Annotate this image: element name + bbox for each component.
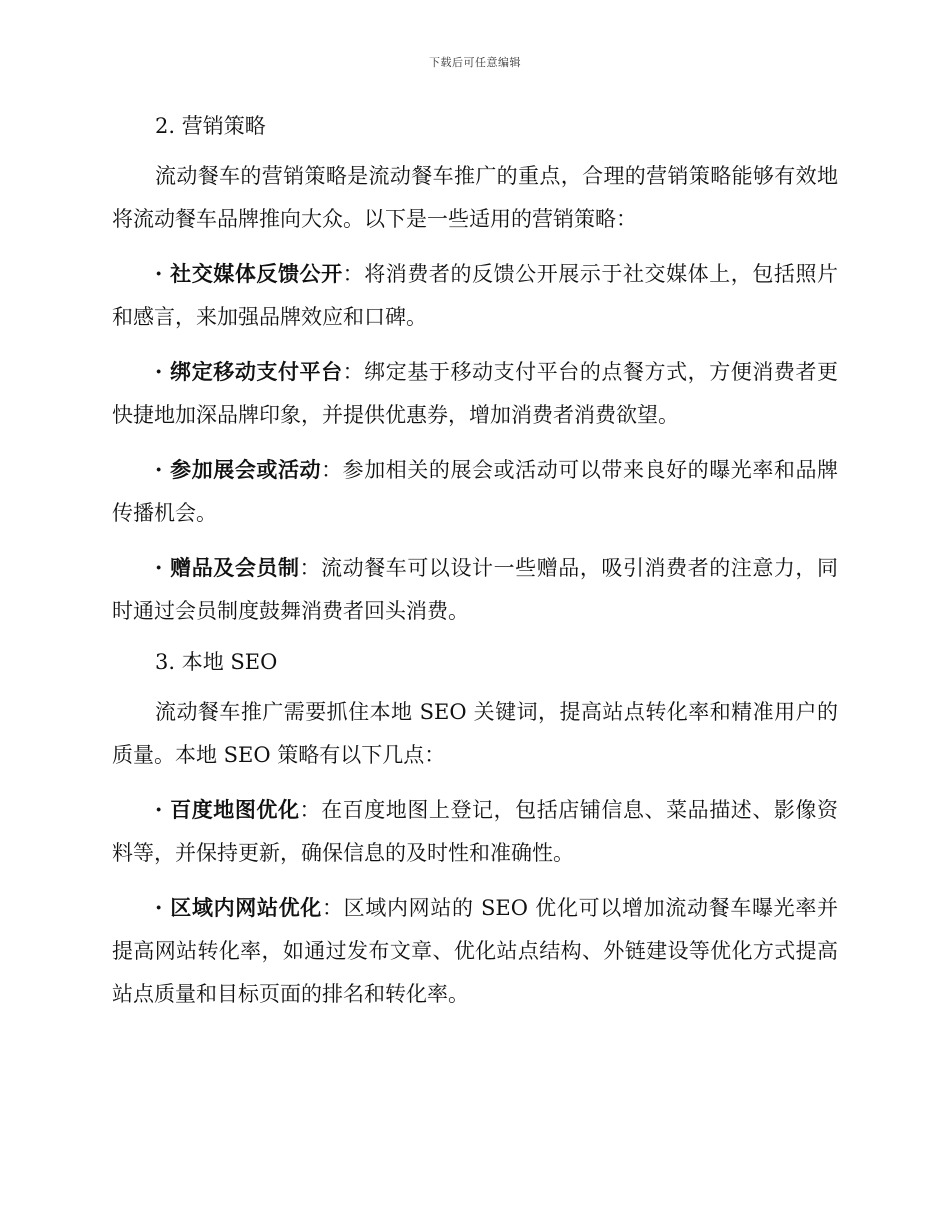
bullet-text: ：区域内网站的 SEO 优化可以增加流动餐车曝光率并提高网站转化率，如通过发布文章、优化站点结构、外链建设等优化方式提高站点质量和目标页面的排名和转化率。 bbox=[112, 896, 839, 1006]
bullet-item bbox=[112, 448, 838, 535]
bullet-text: ：将消费者的反馈公开展示于社交媒体上，包括照片和感言，来加强品牌效应和口碑。 bbox=[112, 262, 839, 329]
bullet-title: · 赠品及会员制 bbox=[155, 555, 300, 580]
section-heading-local-seo: 3. 本地 SEO bbox=[155, 650, 278, 674]
bullet-text: ：在百度地图上登记，包括店铺信息、菜品描述、影像资料等，并保持更新，确保信息的及时性和准确性。 bbox=[112, 798, 838, 865]
section-intro-marketing: 流动餐车的营销策略是流动餐车推广的重点，合理的营销策略能够有效地将流动餐车品牌推向大众。以下是一些适用的营销策略： bbox=[112, 164, 838, 231]
bullet-item bbox=[112, 546, 838, 633]
section-intro-local-seo: 流动餐车推广需要抓住本地 SEO 关键词，提高站点转化率和精准用户的质量。本地 SEO 策略有以下几点： bbox=[112, 700, 838, 767]
bullet-text: ：参加相关的展会或活动可以带来良好的曝光率和品牌传播机会。 bbox=[112, 458, 838, 525]
bullet-text: ：绑定基于移动支付平台的点餐方式，方便消费者更快捷地加深品牌印象，并提供优惠券，增加消费者消费欲望。 bbox=[112, 360, 839, 427]
document-body bbox=[112, 108, 838, 1027]
page-header-note: 下载后可任意编辑 bbox=[429, 56, 521, 69]
bullet-item bbox=[112, 252, 838, 339]
bullet-title: · 参加展会或活动 bbox=[155, 457, 322, 482]
bullet-text: ：流动餐车可以设计一些赠品，吸引消费者的注意力，同时通过会员制度鼓舞消费者回头消费。 bbox=[112, 556, 838, 623]
bullet-title: · 区域内网站优化 bbox=[155, 895, 322, 920]
section-heading-marketing: 2. 营销策略 bbox=[155, 114, 266, 138]
bullet-title: · 百度地图优化 bbox=[155, 797, 300, 822]
bullet-item bbox=[112, 886, 838, 1016]
bullet-item bbox=[112, 350, 838, 437]
bullet-title: · 绑定移动支付平台 bbox=[155, 359, 343, 384]
bullet-item bbox=[112, 788, 838, 875]
bullet-title: · 社交媒体反馈公开 bbox=[155, 261, 343, 286]
